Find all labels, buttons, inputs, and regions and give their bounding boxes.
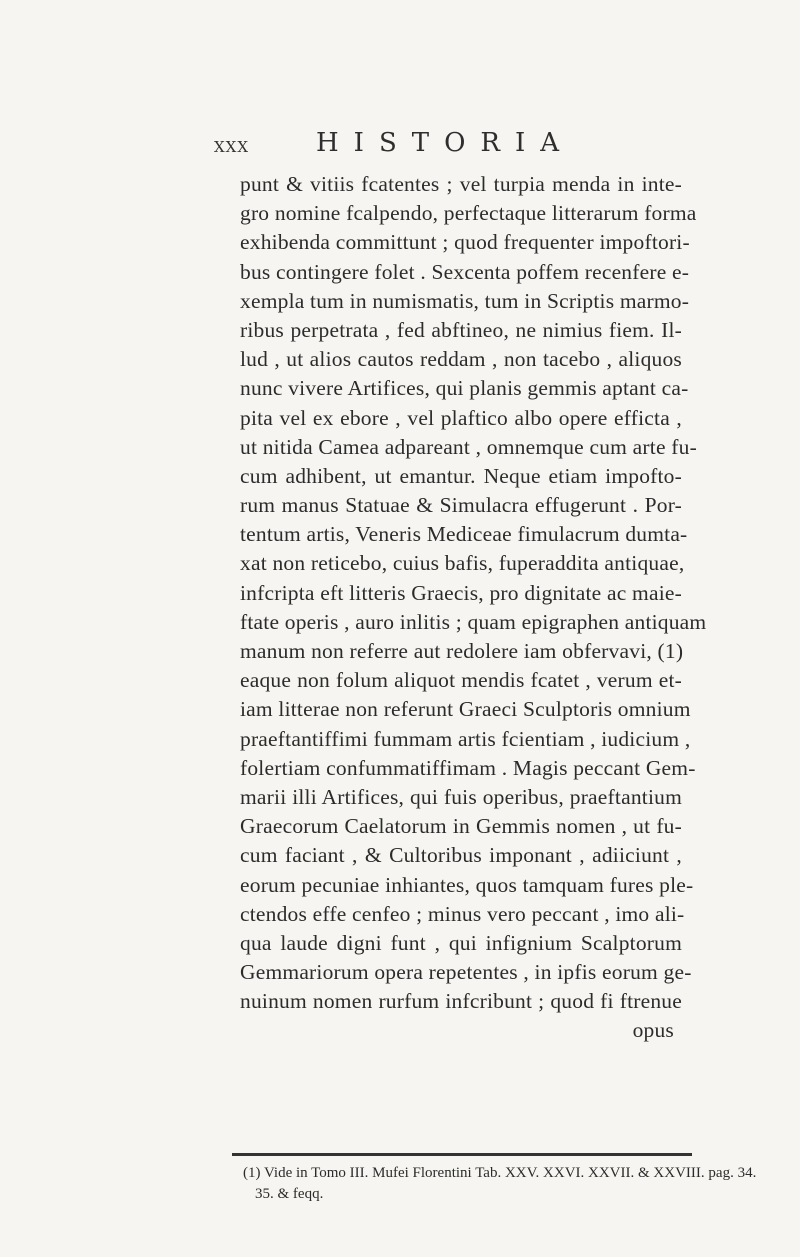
text-line: xempla tum in numismatis, tum in Scriptis marmo- <box>240 288 690 313</box>
text-line: ftate operis , auro inlitis ; quam epigraphen antiquam <box>240 609 707 634</box>
text-line: lud , ut alios cautos reddam , non tacebo , aliquos <box>240 347 682 372</box>
text-line: bus contingere folet . Sexcenta poffem recenfere e- <box>240 259 690 284</box>
text-line: eaque non folum aliquot mendis fcatet , verum et- <box>240 668 682 693</box>
text-line: ribus perpetrata , fed abftineo, ne nimius fiem. Il- <box>240 317 682 342</box>
text-line: qua laude digni funt , qui infignium Scalptorum <box>240 930 682 955</box>
footnote-line-1: (1) Vide in Tomo III. Mufei Florentini Tab. XXV. XXVI. XXVII. & XXVIII. pag. 34. <box>243 1165 757 1181</box>
folio-number: XXX <box>214 138 250 156</box>
text-line: rum manus Statuae & Simulacra effugerunt . Por- <box>240 493 682 518</box>
footnote-rule <box>232 1153 692 1156</box>
text-line: pita vel ex ebore , vel plaftico albo opere effiсta , <box>240 405 682 430</box>
text-line: exhibenda committunt ; quod frequenter impoftori- <box>240 230 690 255</box>
text-line: nuinum nomen rurfum infcribunt ; quod fi ftrenue <box>240 989 682 1014</box>
text-line: tentum artis, Veneris Mediceae fimulacrum dumta- <box>240 522 688 547</box>
text-line: punt & vitiis fcatentes ; vel turpia menda in inte- <box>240 172 682 196</box>
text-line: infcripta eft litteris Graecis, pro dignitate ac maie- <box>240 580 682 605</box>
footnote <box>243 1163 757 1205</box>
text-line: gro nomine fcalpendo, perfectaque litterarum forma <box>240 201 697 226</box>
text-line: ut nitida Camea adpareant , omnemque cum arte fu- <box>240 434 697 459</box>
catchword: opus <box>632 1018 674 1043</box>
text-line: cum adhibent, ut emantur. Neque etiam impofto- <box>240 463 682 488</box>
running-title: HISTORIA <box>316 128 575 158</box>
text-line: marii illi Artifices, qui fuis operibus, praeftantium <box>240 784 682 809</box>
text-line: folertiam confummatiffimam . Magis peccant Gem- <box>240 755 696 780</box>
text-line: praeftantiffimi fummam artis fcientiam , iudicium , <box>240 726 691 751</box>
text-line: eorum pecuniae inhiantes, quos tamquam fures ple- <box>240 872 694 897</box>
text-line: iam litterae non referunt Graeci Sculptoris omnium <box>240 697 691 722</box>
text-line: nunc vivere Artifices, qui planis gemmis aptant ca- <box>240 376 689 401</box>
body-text <box>240 170 707 1046</box>
text-line: Graecorum Caelatorum in Gemmis nomen , ut fu- <box>240 814 682 839</box>
text-line: cum faciant , & Cultoribus imponant , adiiciunt , <box>240 843 682 868</box>
text-line: manum non referre aut redolere iam obfervavi, (1) <box>240 639 684 663</box>
page-header <box>214 128 684 164</box>
text-line: xat non reticebo, cuius bafis, fuperaddita antiquae, <box>240 551 685 576</box>
text-line: ctendos effe cenfeo ; minus vero peccant , imo ali- <box>240 901 685 926</box>
text-line: Gemmariorum opera repetentes , in ipfis eorum ge- <box>240 960 692 985</box>
footnote-line-2: 35. & feqq. <box>255 1186 324 1202</box>
